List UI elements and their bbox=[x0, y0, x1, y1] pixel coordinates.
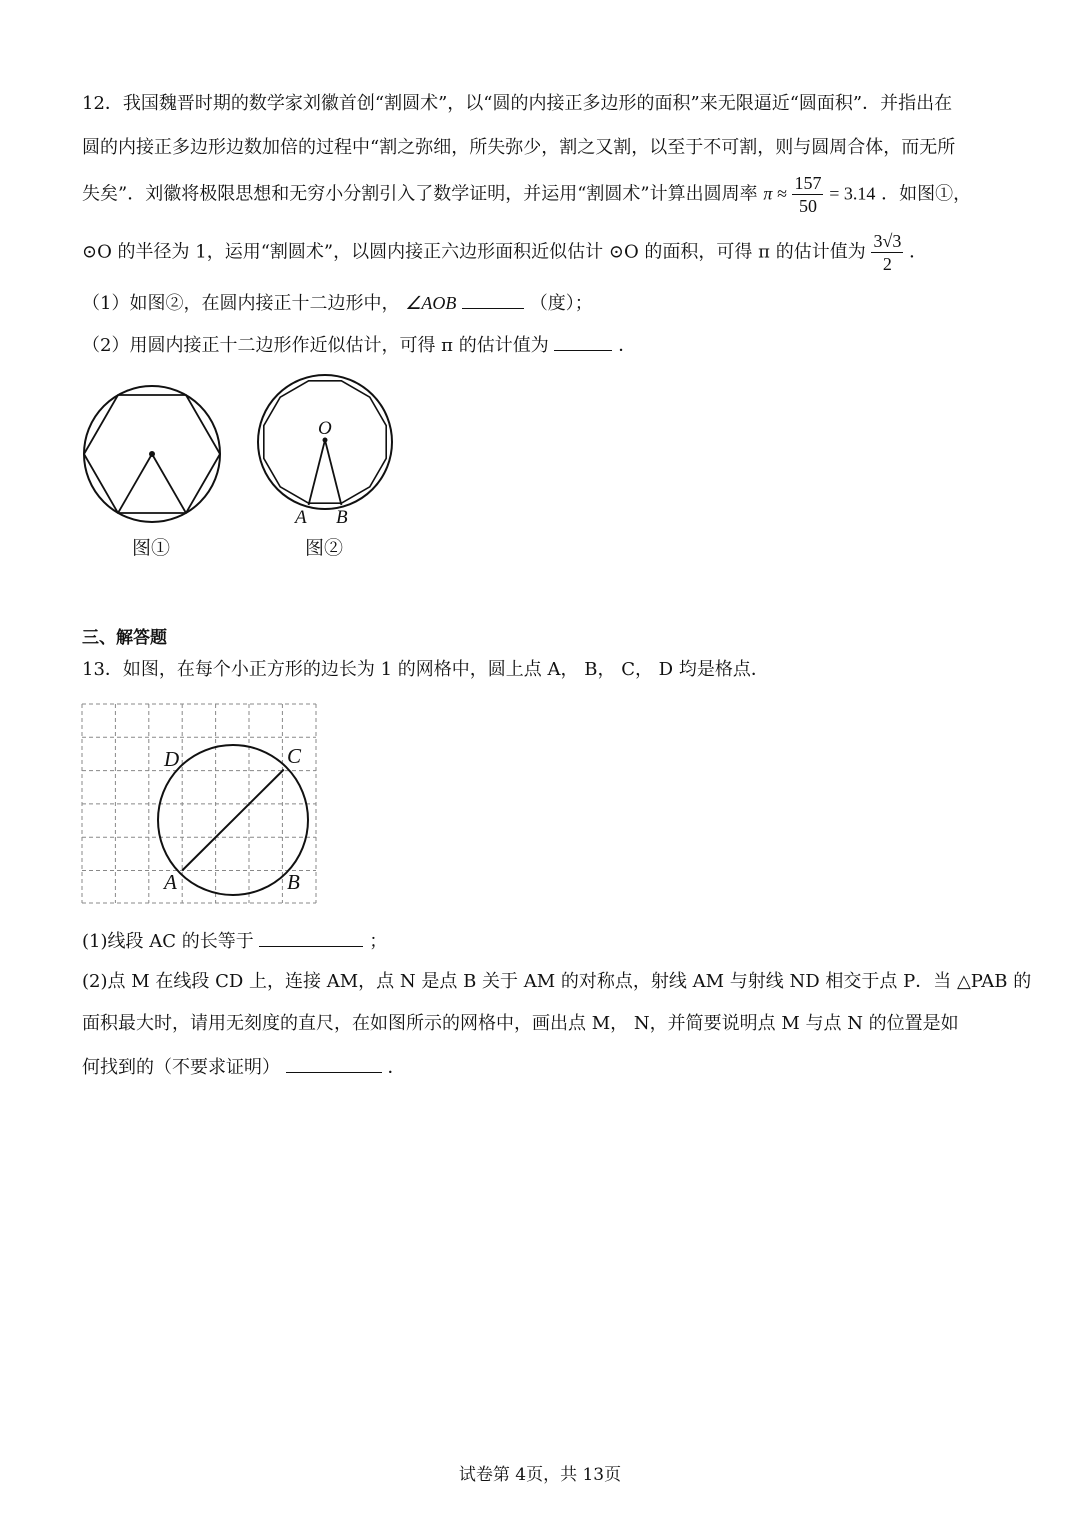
fig1-radius-right bbox=[152, 454, 186, 513]
fig2-label-b: B bbox=[336, 507, 348, 528]
q12-line-1: 12．我国魏晋时期的数学家刘徽首创“割圆术”，以“圆的内接正多边形的面积”来无限逼近“圆面积”．并指出在 bbox=[82, 93, 953, 114]
page-footer: 试卷第 4页，共 13页 bbox=[458, 1465, 622, 1485]
q12-sub-2-text: （2）用圆内接正十二边形作近似估计，可得 π 的估计值为 bbox=[82, 335, 549, 356]
figure-1-hexagon bbox=[78, 384, 226, 526]
q13-stem: 13．如图，在每个小正方形的边长为 1 的网格中，圆上点 A， B， C， D 均是格点． bbox=[82, 659, 769, 680]
q12-sub-1-tail: （度）； bbox=[529, 293, 593, 314]
pi-value: = 3.14 bbox=[829, 183, 876, 204]
estimate-denominator: 2 bbox=[882, 254, 892, 274]
q12-sub-1 bbox=[82, 290, 593, 316]
q13-part-2-line-1: (2)点 M 在线段 CD 上，连接 AM，点 N 是点 B 关于 AM 的对称点，射线 AM 与射线 ND 相交于点 P．当 △PAB 的 bbox=[82, 971, 1032, 992]
grid-label-a: A bbox=[164, 870, 177, 894]
pi-approx: π ≈ bbox=[763, 183, 787, 204]
answer-blank-pi[interactable] bbox=[554, 332, 612, 351]
angle-aob: ∠AOB bbox=[405, 293, 457, 313]
figure-2-dodecagon bbox=[254, 374, 396, 512]
grid-label-b: B bbox=[287, 870, 300, 894]
grid-lines bbox=[82, 704, 316, 903]
q12-line-3-text: 失矣”．刘徽将极限思想和无穷小分割引入了数学证明，并运用“割圆术”计算出圆周率 bbox=[82, 183, 758, 205]
answer-blank-explain[interactable] bbox=[286, 1054, 382, 1073]
fraction-157-50 bbox=[792, 172, 823, 217]
q12-line-3 bbox=[82, 172, 971, 217]
fig2-segment-ob bbox=[325, 440, 341, 505]
q12-sub-1-text: （1）如图②，在圆内接正十二边形中， bbox=[82, 293, 400, 314]
q13-grid-figure bbox=[81, 703, 319, 905]
figure-1-caption: 图① bbox=[132, 537, 171, 559]
q12-sub-2-tail: ． bbox=[618, 335, 637, 356]
q13-segment-ac bbox=[182, 770, 284, 871]
fig2-label-a: A bbox=[295, 507, 307, 528]
fig1-center-dot bbox=[149, 451, 155, 457]
answer-blank-ac[interactable] bbox=[259, 928, 363, 947]
q13-part-1-tail: ； bbox=[369, 931, 388, 952]
q12-line-4-text: ⊙O 的半径为 1，运用“割圆术”，以圆内接正六边形面积近似估计 ⊙O 的面积，可得 π 的估计值为 bbox=[82, 241, 866, 263]
section-heading: 三、解答题 bbox=[82, 628, 167, 648]
estimate-numerator: 3√3 bbox=[873, 231, 902, 251]
q13-part-2-text: 何找到的（不要求证明） bbox=[82, 1057, 280, 1078]
q13-part-2-line-2: 面积最大时，请用无刻度的直尺，在如图所示的网格中，画出点 M， N，并简要说明点 M 与点 N 的位置是如 bbox=[82, 1013, 959, 1034]
q13-part-1-text: (1)线段 AC 的长等于 bbox=[82, 931, 254, 952]
fraction-numerator: 157 bbox=[794, 173, 822, 193]
q12-line-4 bbox=[82, 230, 927, 275]
q12-line-3-tail: ．如图①， bbox=[881, 183, 972, 205]
fig2-label-o: O bbox=[318, 418, 332, 439]
q12-line-4-tail: ． bbox=[909, 241, 928, 263]
answer-blank-angle[interactable] bbox=[462, 290, 524, 309]
figure-2-caption: 图② bbox=[305, 537, 344, 559]
fraction-estimate bbox=[871, 230, 903, 275]
q13-part-2-tail: ． bbox=[387, 1057, 406, 1078]
grid-label-d: D bbox=[164, 747, 180, 771]
grid-label-c: C bbox=[287, 744, 302, 768]
q13-part-1 bbox=[82, 928, 387, 954]
fig1-radius-left bbox=[118, 454, 152, 513]
fig2-segment-oa bbox=[309, 440, 325, 505]
q12-sub-2 bbox=[82, 332, 636, 358]
q13-part-2-line-3 bbox=[82, 1054, 405, 1080]
fraction-denominator: 50 bbox=[798, 196, 817, 216]
q12-line-2: 圆的内接正多边形边数加倍的过程中“割之弥细，所失弥少，割之又割，以至于不可割，则与圆周合体，而无所 bbox=[82, 137, 956, 158]
